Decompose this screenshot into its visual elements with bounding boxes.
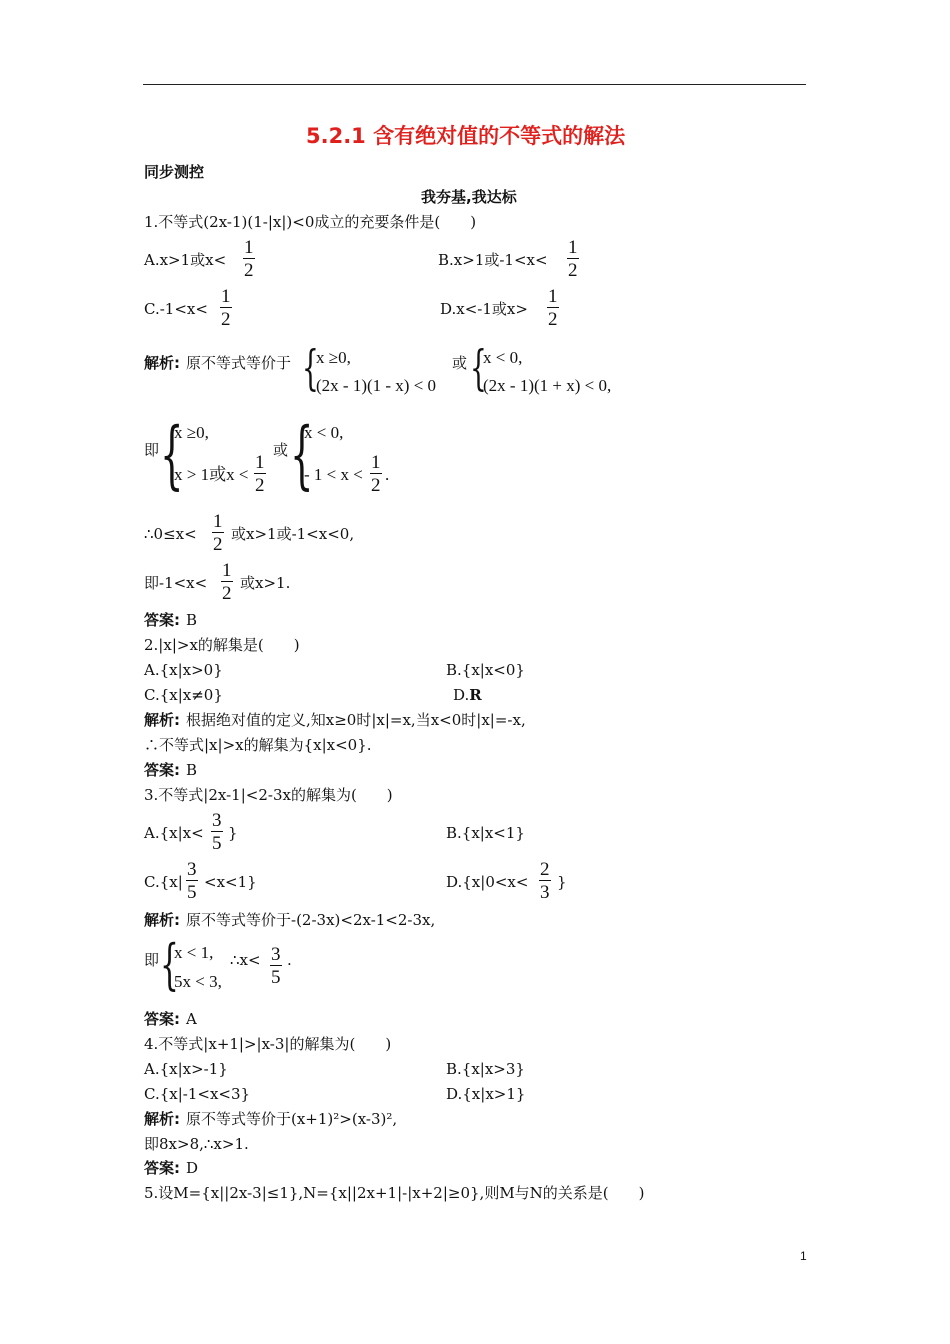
q4-option-b: B.{x|x>3} — [446, 1060, 525, 1078]
q4-solution-label: 解析: — [144, 1110, 180, 1128]
q1-option-a: A.x>1或x< — [144, 251, 227, 269]
q3-answer: A — [186, 1010, 197, 1028]
q1-brace-1: { — [302, 340, 319, 396]
q3-therefore-fraction: 3 5 — [271, 944, 281, 988]
q3-ji: 即 — [144, 951, 160, 969]
q5-stem: 5.设M={x||2x-3|≤1},N={x||2x+1|-|x+2|≥0},则M与N的关系是( ) — [144, 1184, 645, 1202]
q3-solution-line1: 原不等式等价于-(2-3x)<2x-1<2-3x, — [186, 911, 436, 929]
q3-therefore: ∴x< — [230, 951, 261, 969]
q2-option-d: D.R — [453, 686, 482, 704]
q1-brace-2: { — [470, 340, 487, 396]
q4-option-a: A.{x|x>-1} — [144, 1060, 228, 1078]
q1-stem: 1.不等式(2x-1)(1-|x|)<0成立的充要条件是( ) — [144, 213, 477, 231]
section-heading: 同步测控 — [144, 163, 205, 181]
q1-option-d: D.x<-1或x> — [440, 300, 528, 318]
q3-option-a-tail: } — [228, 824, 238, 842]
q1-solution-text: 原不等式等价于 — [186, 354, 292, 372]
q1-system3-fraction: 1 2 — [255, 452, 265, 496]
q2-option-b: B.{x|x<0} — [446, 661, 525, 679]
q4-stem: 4.不等式|x+1|>|x-3|的解集为( ) — [144, 1035, 392, 1053]
q4-answer-label: 答案: — [144, 1159, 180, 1177]
q3-option-c-tail: <x<1} — [204, 873, 257, 891]
q1-answer: B — [186, 611, 198, 629]
q3-system-line1: x < 1, — [174, 943, 214, 962]
page-title: 5.2.1 含有绝对值的不等式的解法 — [306, 124, 626, 148]
subsection-heading: 我夯基,我达标 — [421, 188, 517, 206]
q3-system-line2: 5x < 3, — [174, 972, 222, 991]
q3-option-b: B.{x|x<1} — [446, 824, 525, 842]
q1-system2-line1: x < 0, — [483, 348, 523, 367]
q2-solution-label: 解析: — [144, 711, 180, 729]
q4-solution-line1: 原不等式等价于(x+1)²>(x-3)², — [186, 1110, 398, 1128]
q1-a-fraction: 1 2 — [244, 237, 254, 281]
q3-solution-label: 解析: — [144, 911, 180, 929]
q3-therefore-period: . — [287, 951, 292, 969]
q1-system4-line1: x < 0, — [304, 423, 344, 442]
q1-system3-line1: x ≥0, — [174, 423, 209, 442]
q1-system4-fraction: 1 2 — [371, 452, 381, 496]
q1-b-fraction: 1 2 — [568, 237, 578, 281]
q1-result-line: ∴0≤x< — [144, 525, 197, 543]
q3-option-c: C.{x| — [144, 873, 183, 891]
q1-result-fraction: 1 2 — [213, 511, 223, 555]
q1-result-line-tail: 或x>1或-1<x<0, — [231, 525, 355, 543]
q1-or-1: 或 — [452, 354, 468, 372]
q3-c-fraction: 3 5 — [187, 859, 197, 903]
q4-solution-line2: 即8x>8,∴x>1. — [144, 1135, 249, 1153]
q1-ji: 即 — [144, 441, 160, 459]
q1-option-c: C.-1<x< — [144, 300, 208, 318]
q4-option-c: C.{x|-1<x<3} — [144, 1085, 251, 1103]
q4-option-d: D.{x|x>1} — [446, 1085, 526, 1103]
q3-d-fraction: 2 3 — [540, 859, 550, 903]
page-number: 1 — [800, 1249, 807, 1263]
q1-system2-line2: (2x - 1)(1 + x) < 0, — [483, 376, 612, 395]
q1-or-2: 或 — [273, 441, 289, 459]
q1-conclusion-fraction: 1 2 — [222, 560, 232, 604]
q3-answer-label: 答案: — [144, 1010, 180, 1028]
q1-system3-line2: x > 1或x < — [174, 465, 249, 484]
q1-solution-label: 解析: — [144, 354, 180, 372]
q1-system1-line2: (2x - 1)(1 - x) < 0 — [316, 376, 437, 395]
q1-system4-period: . — [385, 465, 390, 484]
q1-conclusion-line: 即-1<x< — [144, 574, 208, 592]
q1-d-fraction: 1 2 — [548, 286, 558, 330]
q2-solution-line1: 根据绝对值的定义,知x≥0时|x|=x,当x<0时|x|=-x, — [186, 711, 526, 729]
q2-answer: B — [186, 761, 198, 779]
q1-c-fraction: 1 2 — [221, 286, 231, 330]
q1-conclusion-tail: 或x>1. — [240, 574, 291, 592]
q2-answer-label: 答案: — [144, 761, 180, 779]
q1-option-b: B.x>1或-1<x< — [438, 251, 548, 269]
q3-option-d-tail: } — [557, 873, 567, 891]
q2-option-a: A.{x|x>0} — [144, 661, 223, 679]
q1-system4-line2: - 1 < x < — [304, 465, 363, 484]
q1-system1-line1: x ≥0, — [316, 348, 351, 367]
header-rule — [143, 84, 806, 85]
q3-stem: 3.不等式|2x-1|<2-3x的解集为( ) — [144, 786, 393, 804]
q1-answer-label: 答案: — [144, 611, 180, 629]
q3-a-fraction: 3 5 — [212, 810, 222, 854]
q3-option-d: D.{x|0<x< — [446, 873, 529, 891]
q2-option-c: C.{x|x≠0} — [144, 686, 223, 704]
q1-brace-4: { — [290, 412, 314, 498]
q3-option-a: A.{x|x< — [144, 824, 204, 842]
q2-solution-line2: ∴不等式|x|>x的解集为{x|x<0}. — [144, 736, 372, 754]
q3-brace: { — [160, 933, 179, 996]
q4-answer: D — [186, 1159, 199, 1177]
q1-brace-3: { — [160, 412, 184, 498]
q2-stem: 2.|x|>x的解集是( ) — [144, 636, 300, 654]
